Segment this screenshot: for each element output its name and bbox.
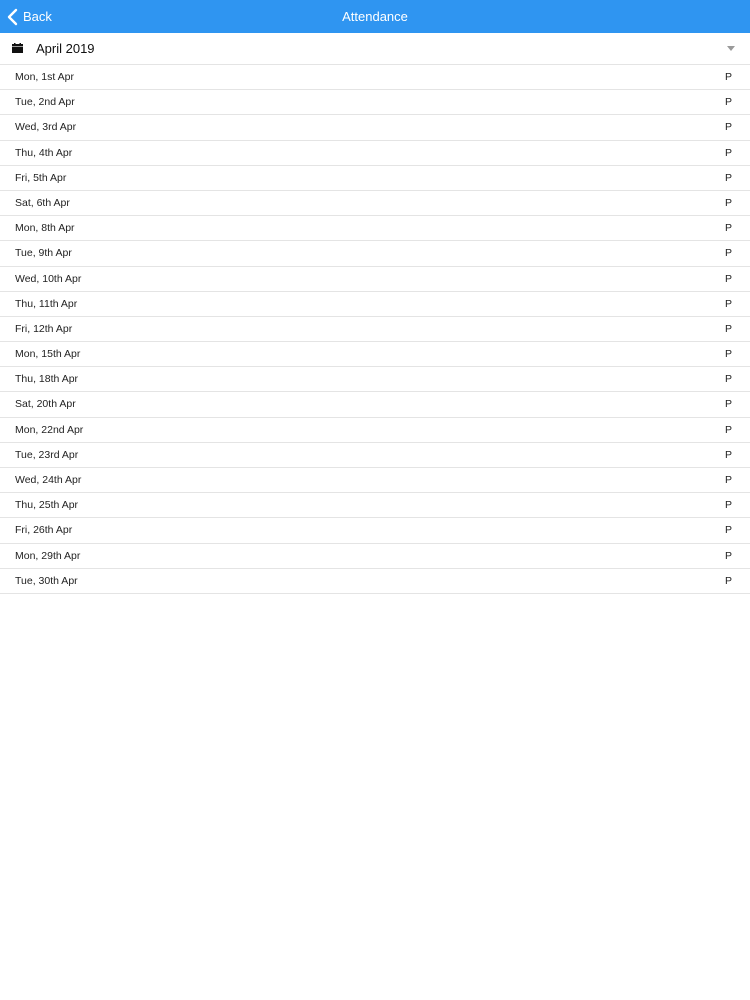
attendance-status: P [724,96,732,109]
attendance-date: Tue, 23rd Apr [15,448,79,461]
attendance-status: P [724,398,732,411]
attendance-date: Fri, 12th Apr [15,322,73,335]
attendance-row[interactable] [0,141,750,166]
attendance-date: Mon, 22nd Apr [15,423,84,436]
attendance-status: P [724,499,732,512]
page-title: Attendance [342,9,408,24]
attendance-status: P [724,247,732,260]
attendance-row[interactable] [0,166,750,191]
month-label: April 2019 [36,41,95,56]
attendance-row[interactable] [0,342,750,367]
attendance-date: Fri, 26th Apr [15,524,73,537]
attendance-row[interactable] [0,90,750,115]
attendance-row[interactable] [0,317,750,342]
back-button[interactable] [6,0,52,33]
attendance-date: Mon, 29th Apr [15,549,81,562]
attendance-status: P [724,549,732,562]
attendance-date: Sat, 20th Apr [15,398,76,411]
attendance-row[interactable] [0,569,750,594]
attendance-row[interactable] [0,518,750,543]
back-button-label: Back [23,9,52,24]
attendance-row[interactable] [0,267,750,292]
attendance-status: P [724,196,732,209]
attendance-row[interactable] [0,292,750,317]
attendance-list [0,65,750,594]
calendar-icon [12,43,23,53]
attendance-status: P [724,222,732,235]
attendance-date: Wed, 24th Apr [15,474,82,486]
triangle-down-icon[interactable] [727,46,735,51]
attendance-row[interactable] [0,191,750,216]
attendance-status: P [724,474,732,486]
month-selector[interactable] [0,33,750,65]
attendance-date: Mon, 15th Apr [15,348,81,361]
attendance-date: Mon, 1st Apr [15,71,74,83]
attendance-row[interactable] [0,418,750,443]
attendance-date: Mon, 8th Apr [15,222,75,235]
attendance-row[interactable] [0,493,750,518]
attendance-date: Tue, 2nd Apr [15,96,75,109]
attendance-date: Thu, 4th Apr [15,146,73,159]
attendance-date: Tue, 30th Apr [15,574,78,587]
attendance-date: Tue, 9th Apr [15,247,72,260]
attendance-status: P [724,373,732,386]
chevron-left-icon [6,8,20,26]
attendance-status: P [724,348,732,361]
attendance-status: P [724,146,732,159]
attendance-date: Fri, 5th Apr [15,171,67,184]
attendance-status: P [724,423,732,436]
attendance-status: P [724,71,732,83]
attendance-row[interactable] [0,367,750,392]
attendance-date: Thu, 18th Apr [15,373,79,386]
attendance-status: P [724,272,732,285]
attendance-status: P [724,524,732,537]
attendance-row[interactable] [0,65,750,90]
attendance-row[interactable] [0,115,750,140]
attendance-status: P [724,171,732,184]
attendance-row[interactable] [0,544,750,569]
nav-bar [0,0,750,33]
attendance-status: P [724,322,732,335]
attendance-date: Sat, 6th Apr [15,196,70,209]
attendance-date: Wed, 10th Apr [15,272,82,285]
attendance-date: Thu, 25th Apr [15,499,79,512]
attendance-row[interactable] [0,468,750,493]
attendance-row[interactable] [0,392,750,417]
attendance-row[interactable] [0,216,750,241]
attendance-row[interactable] [0,241,750,266]
attendance-status: P [724,121,732,134]
attendance-row[interactable] [0,443,750,468]
attendance-date: Thu, 11th Apr [15,297,78,310]
attendance-status: P [724,448,732,461]
attendance-date: Wed, 3rd Apr [15,121,77,134]
attendance-status: P [724,297,732,310]
attendance-status: P [724,574,732,587]
